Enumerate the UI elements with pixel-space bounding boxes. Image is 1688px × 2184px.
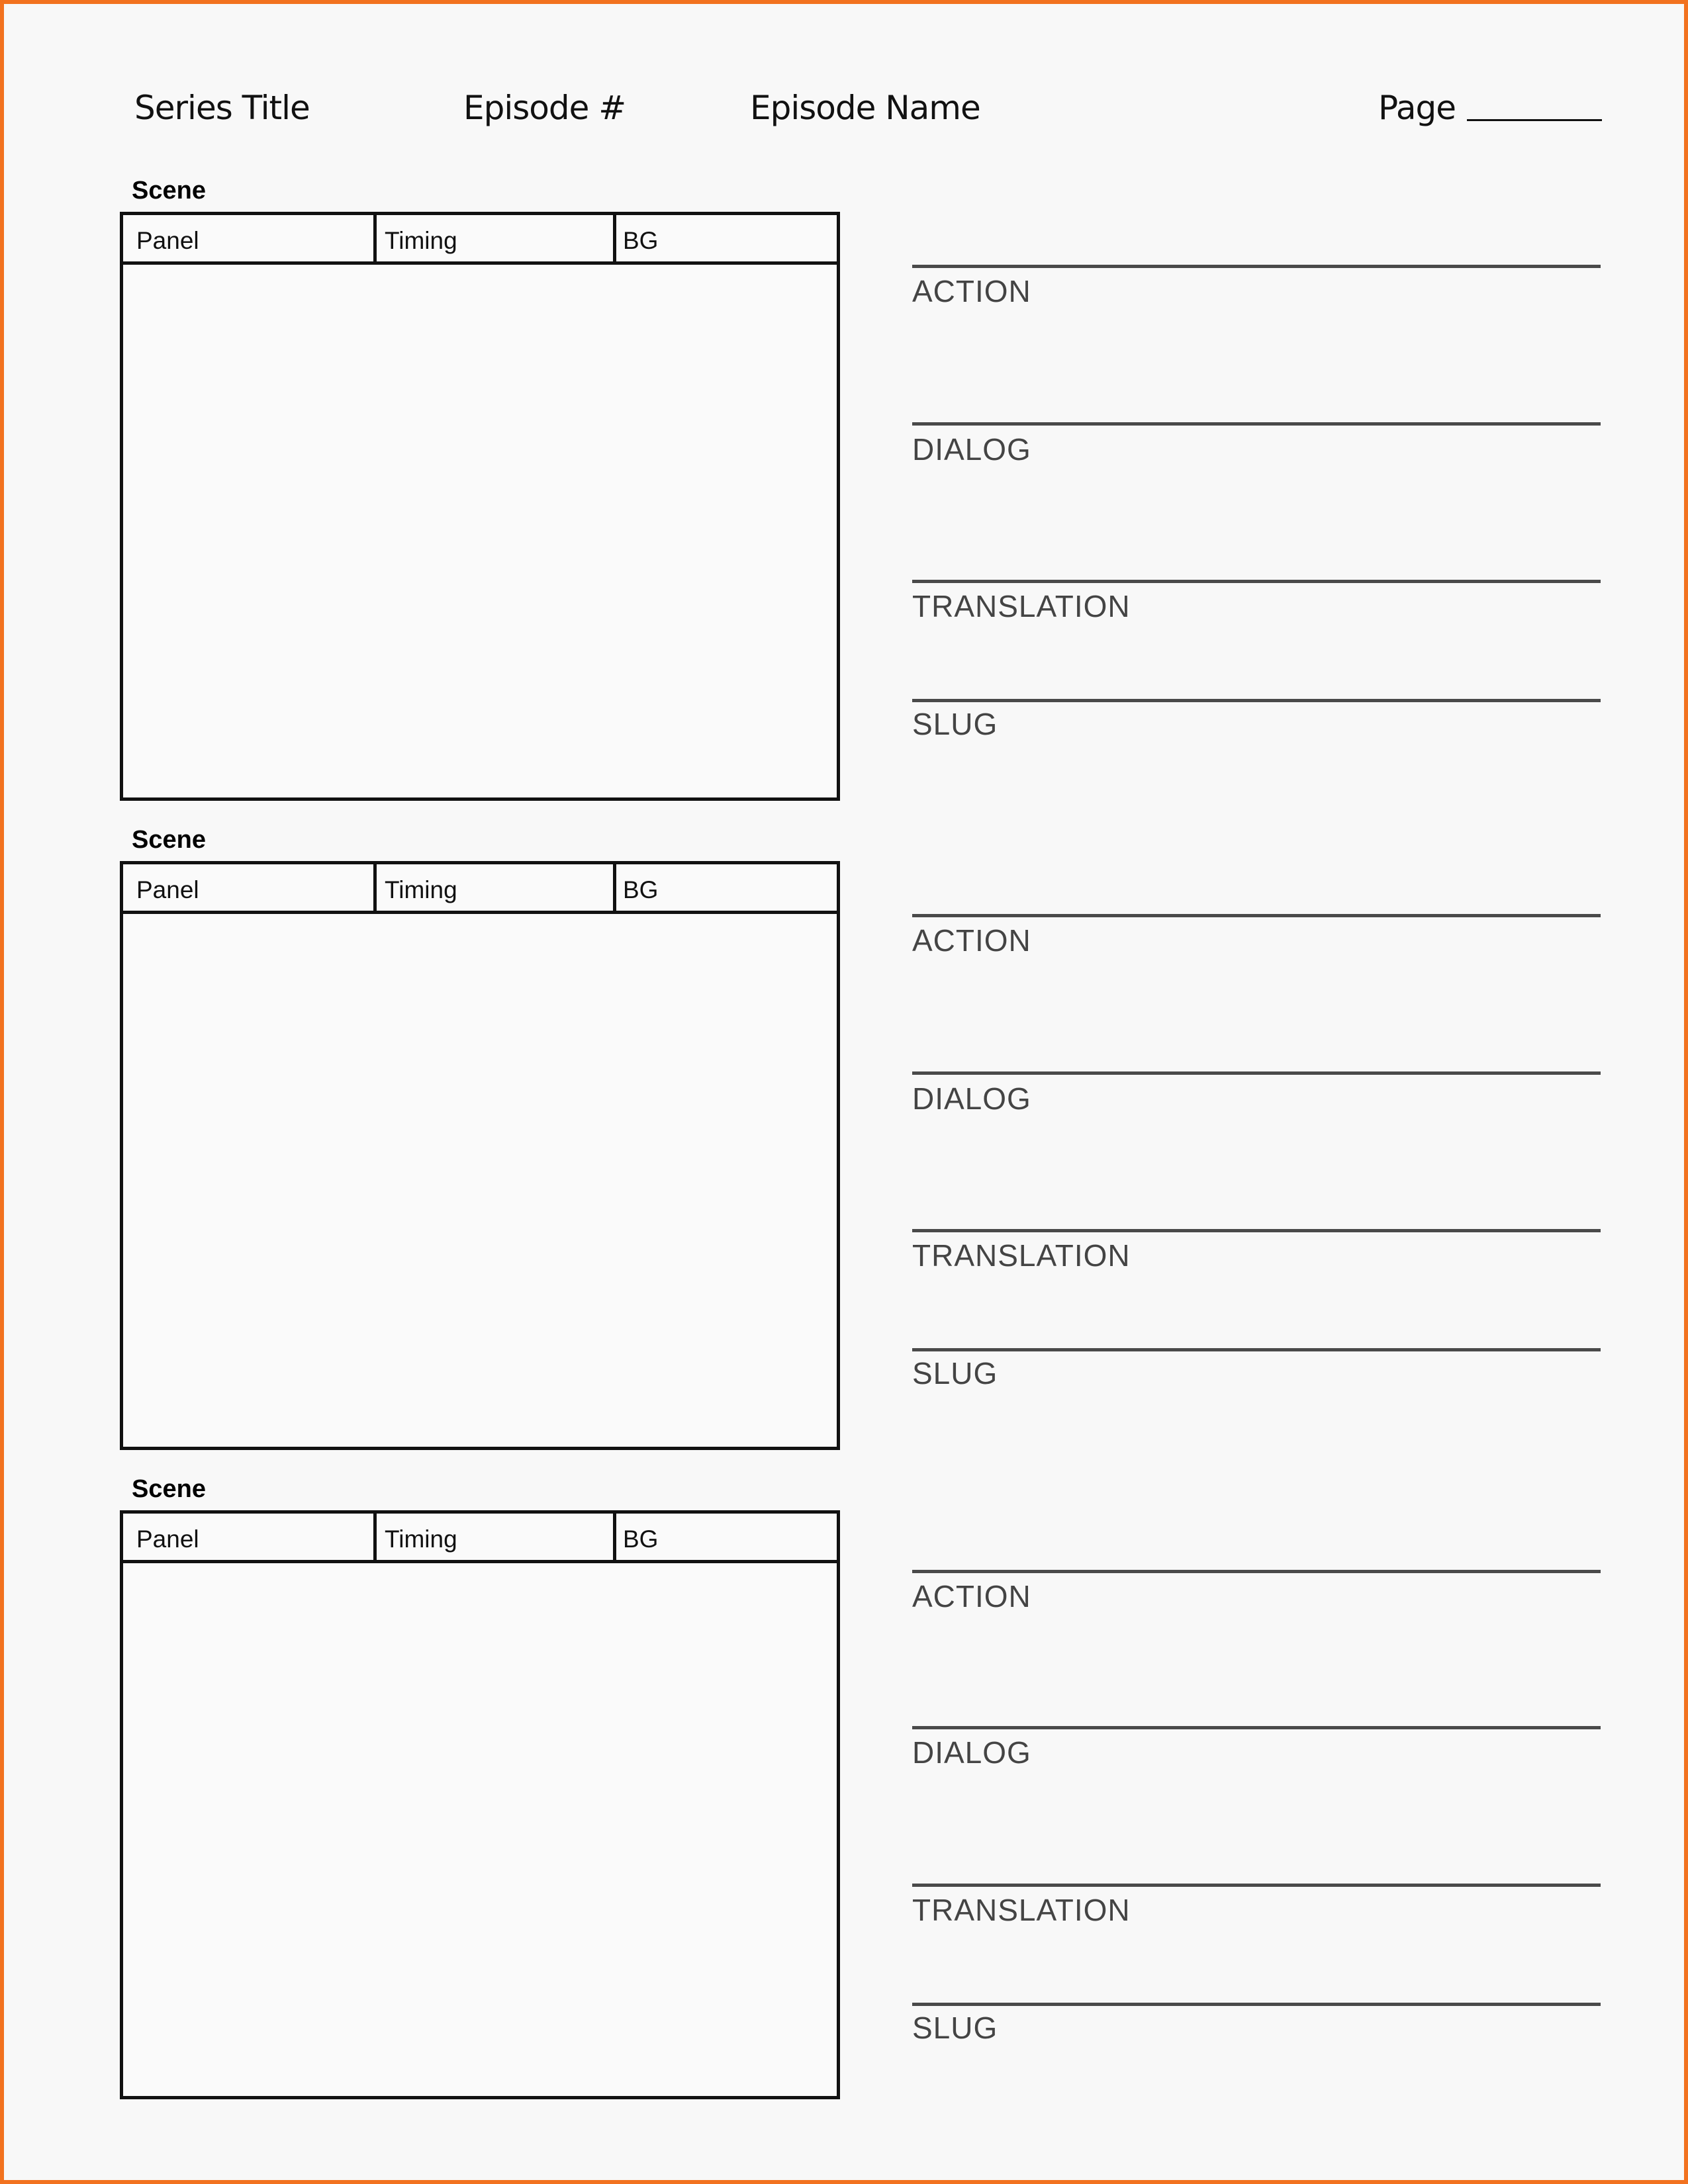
dialog-line[interactable]	[912, 1071, 1601, 1075]
series-title-label: Series Title	[134, 89, 310, 127]
dialog-label: DIALOG	[912, 432, 1031, 467]
action-label: ACTION	[912, 274, 1031, 308]
panel-number-cell[interactable]: Panel	[123, 1514, 377, 1560]
slug-line[interactable]	[912, 2003, 1601, 2006]
action-line[interactable]	[912, 1570, 1601, 1573]
scene-block	[0, 1298, 1688, 2045]
dialog-line[interactable]	[912, 422, 1601, 426]
translation-line[interactable]	[912, 580, 1601, 583]
bg-cell[interactable]: BG	[623, 876, 659, 903]
panel-drawing-area[interactable]	[123, 1563, 837, 2096]
scene-label: Scene	[132, 177, 206, 205]
page-number-label: Page	[1378, 89, 1456, 127]
timing-cell[interactable]: Timing	[377, 1514, 616, 1560]
storyboard-panel	[120, 1510, 840, 2099]
scene-block	[0, 649, 1688, 1390]
action-line[interactable]	[912, 914, 1601, 917]
translation-label: TRANSLATION	[912, 1238, 1131, 1273]
dialog-label: DIALOG	[912, 1081, 1031, 1116]
scene-label: Scene	[132, 826, 206, 854]
translation-label: TRANSLATION	[912, 1893, 1131, 1927]
slug-label: SLUG	[912, 1356, 998, 1390]
action-label: ACTION	[912, 1579, 1031, 1614]
timing-cell[interactable]: Timing	[377, 864, 616, 911]
panel-number-cell[interactable]: Panel	[123, 864, 377, 911]
panel-number-cell[interactable]: Panel	[123, 215, 377, 261]
bg-cell[interactable]: BG	[623, 227, 659, 254]
translation-line[interactable]	[912, 1229, 1601, 1232]
translation-label: TRANSLATION	[912, 589, 1131, 623]
dialog-label: DIALOG	[912, 1735, 1031, 1770]
action-line[interactable]	[912, 265, 1601, 268]
panel-header-row	[123, 1514, 837, 1563]
slug-label: SLUG	[912, 707, 998, 741]
panel-header-row	[123, 215, 837, 265]
bg-cell[interactable]: BG	[623, 1525, 659, 1553]
timing-cell[interactable]: Timing	[377, 215, 616, 261]
episode-number-label: Episode #	[463, 89, 626, 127]
scene-label: Scene	[132, 1475, 206, 1503]
translation-line[interactable]	[912, 1884, 1601, 1887]
action-label: ACTION	[912, 923, 1031, 958]
episode-name-label: Episode Name	[750, 89, 980, 127]
scene-block	[0, 0, 1688, 741]
panel-header-row	[123, 864, 837, 914]
slug-label: SLUG	[912, 2011, 998, 2045]
dialog-line[interactable]	[912, 1726, 1601, 1729]
